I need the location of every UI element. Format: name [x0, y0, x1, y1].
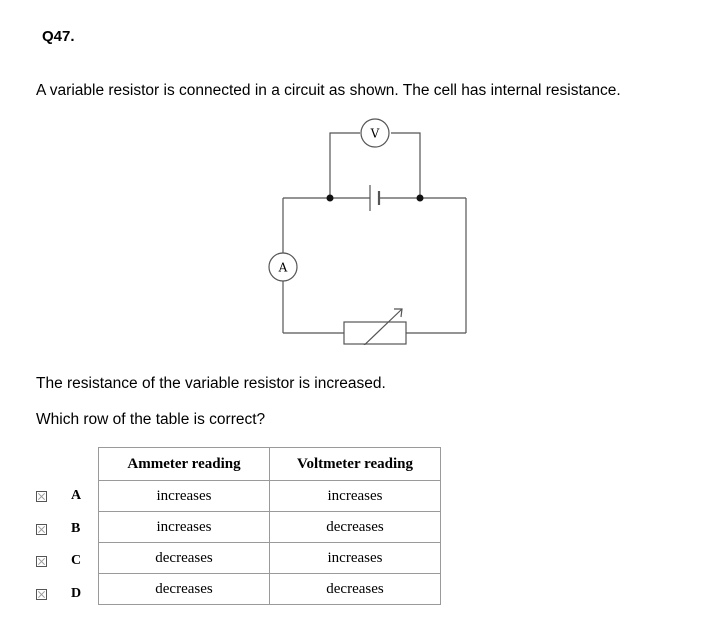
voltmeter-cell: increases — [270, 481, 441, 512]
ammeter-cell: increases — [99, 481, 270, 512]
option-letter: A — [71, 488, 82, 503]
question-intro: A variable resistor is connected in a circuit as shown. The cell has internal resistance. — [36, 82, 621, 99]
table-header-row — [99, 448, 441, 481]
question-number: Q47. — [42, 28, 75, 45]
answer-option-d[interactable] — [36, 579, 81, 609]
option-letter: B — [71, 521, 81, 536]
circuit-diagram — [260, 115, 480, 345]
voltmeter-icon — [361, 119, 389, 147]
voltmeter-cell: increases — [270, 543, 441, 574]
ammeter-cell: increases — [99, 512, 270, 543]
ammeter-label: A — [278, 260, 288, 275]
table-row — [99, 543, 441, 574]
variable-resistor-icon — [344, 309, 406, 345]
ammeter-cell: decreases — [99, 543, 270, 574]
option-letter: D — [71, 586, 82, 601]
table-row — [99, 574, 441, 605]
column-header-voltmeter: Voltmeter reading — [270, 448, 441, 481]
checkbox-icon[interactable] — [36, 491, 47, 502]
answer-table — [98, 447, 441, 605]
answer-option-b[interactable] — [36, 514, 80, 544]
ammeter-cell: decreases — [99, 574, 270, 605]
voltmeter-cell: decreases — [270, 512, 441, 543]
answer-option-a[interactable] — [36, 481, 81, 511]
option-letter: C — [71, 553, 82, 568]
junction-dot — [417, 195, 424, 202]
checkbox-icon[interactable] — [36, 524, 47, 535]
ammeter-icon — [269, 253, 297, 281]
checkbox-icon[interactable] — [36, 556, 47, 567]
cell-icon — [370, 185, 379, 211]
checkbox-icon[interactable] — [36, 589, 47, 600]
answer-option-c[interactable] — [36, 546, 81, 576]
voltmeter-label: V — [370, 126, 380, 141]
table-row — [99, 481, 441, 512]
junction-dot — [327, 195, 334, 202]
question-prompt: Which row of the table is correct? — [36, 411, 266, 428]
table-row — [99, 512, 441, 543]
voltmeter-cell: decreases — [270, 574, 441, 605]
column-header-ammeter: Ammeter reading — [99, 448, 270, 481]
question-statement: The resistance of the variable resistor is increased. — [36, 375, 386, 392]
